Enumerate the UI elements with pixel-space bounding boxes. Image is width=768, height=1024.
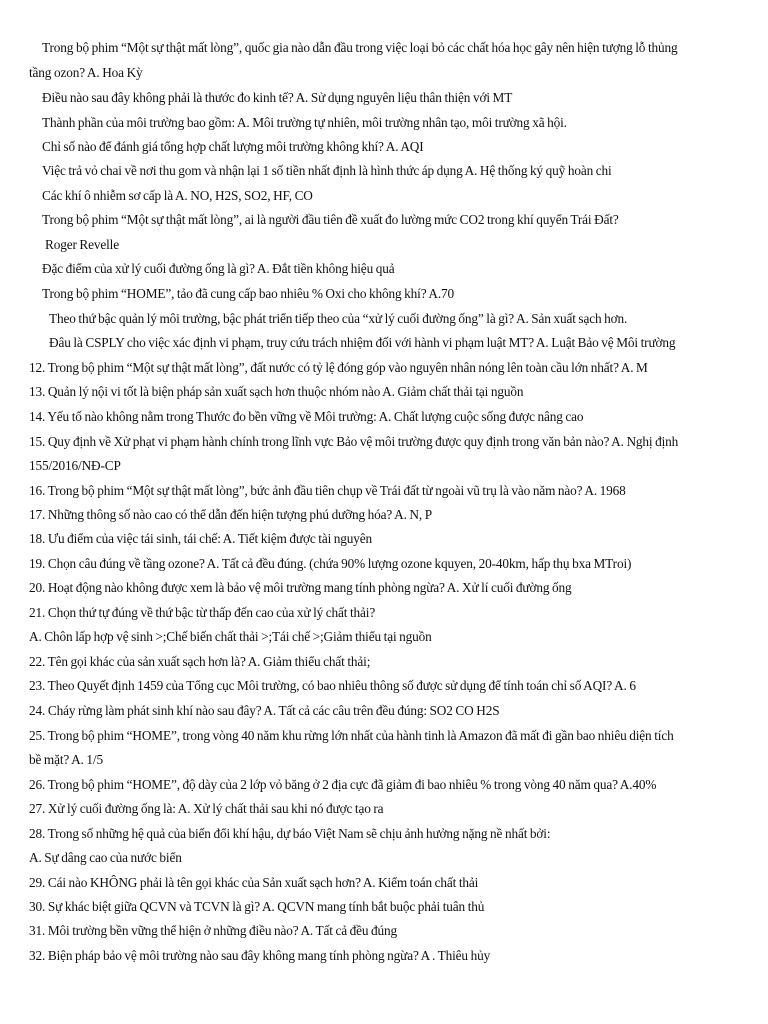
text-line: Đâu là CSPLY cho việc xác định vi phạm, truy cứu trách nhiệm đối với hành vi phạm luật MT? A. Luật Bảo vệ Môi trường	[49, 335, 676, 350]
text-line: 17. Những thông số nào cao có thể dẫn đến hiện tượng phú dưỡng hóa? A. N, P	[29, 507, 432, 522]
text-line: tầng ozon? A. Hoa Kỳ	[29, 65, 143, 80]
text-line: Thành phần của môi trường bao gồm: A. Môi trường tự nhiên, môi trường nhân tạo, môi trường xã hội.	[42, 115, 567, 130]
text-line: Điều nào sau đây không phải là thước đo kinh tế? A. Sử dụng nguyên liệu thân thiện với MT	[42, 90, 513, 105]
text-line: Việc trả vỏ chai về nơi thu gom và nhận lại 1 số tiền nhất định là hình thức áp dụng A. Hệ thống ký quỹ hoàn chi	[42, 163, 612, 178]
text-line: 31. Môi trường bền vững thể hiện ở những điều nào? A. Tất cả đều đúng	[29, 923, 398, 938]
text-line: 32. Biện pháp bảo vệ môi trường nào sau đây không mang tính phòng ngừa? A . Thiêu hủy	[29, 948, 491, 963]
text-line: Trong bộ phim “HOME”, tảo đã cung cấp bao nhiêu % Oxi cho không khí? A.70	[42, 286, 455, 301]
text-line: 13. Quản lý nội vi tốt là biện pháp sản xuất sạch hơn thuộc nhóm nào A. Giảm chất thải tại nguồn	[29, 384, 524, 399]
text-line: 24. Cháy rừng làm phát sinh khí nào sau đây? A. Tất cả các câu trên đều đúng: SO2 CO H2S	[29, 703, 500, 718]
text-line: A. Sự dâng cao của nước biển	[29, 850, 182, 865]
text-line: 22. Tên gọi khác của sản xuất sạch hơn là? A. Giảm thiểu chất thải;	[29, 654, 371, 669]
text-line: 23. Theo Quyết định 1459 của Tổng cục Môi trường, có bao nhiêu thông số được sử dụng để tính toán chỉ số AQI? A. 6	[29, 678, 636, 693]
text-line: 29. Cái nào KHÔNG phải là tên gọi khác của Sản xuất sạch hơn? A. Kiểm toán chất thải	[29, 875, 479, 890]
text-line: 30. Sự khác biệt giữa QCVN và TCVN là gì? A. QCVN mang tính bắt buộc phải tuân thủ	[29, 899, 485, 914]
text-line: 14. Yếu tố nào không nằm trong Thước đo bền vững về Môi trường: A. Chất lượng cuộc sống được nâng cao	[29, 409, 584, 424]
text-line: 16. Trong bộ phim “Một sự thật mất lòng”, bức ảnh đầu tiên chụp về Trái đất từ ngoài vũ trụ là vào năm nào? A. 1968	[29, 483, 626, 498]
text-line: Trong bộ phim “Một sự thật mất lòng”, quốc gia nào dẫn đầu trong việc loại bỏ các chất hóa học gây nên hiện tượng lỗ thủng	[42, 40, 678, 55]
text-line: 18. Ưu điểm của việc tái sinh, tái chế: A. Tiết kiệm được tài nguyên	[29, 531, 373, 546]
text-line: 21. Chọn thứ tự đúng về thứ bậc từ thấp đến cao của xử lý chất thải?	[29, 605, 376, 620]
text-line: Trong bộ phim “Một sự thật mất lòng”, ai là người đầu tiên đề xuất đo lường mức CO2 trong khí quyển Trái Đất?	[42, 212, 619, 227]
text-line: Các khí ô nhiễm sơ cấp là A. NO, H2S, SO2, HF, CO	[42, 188, 313, 203]
text-line: 25. Trong bộ phim “HOME”, trong vòng 40 năm khu rừng lớn nhất của hành tinh là Amazon đã mất đi gần bao nhiêu diện tích	[29, 728, 674, 743]
text-line: 20. Hoạt động nào không được xem là bảo vệ môi trường mang tính phòng ngừa? A. Xử lí cuối đường ống	[29, 580, 572, 595]
text-line: 19. Chọn câu đúng về tầng ozone? A. Tất cả đều đúng. (chứa 90% lượng ozone kquyen, 20-40km, hấp thụ bxa MTroi)	[29, 556, 632, 571]
text-line: A. Chôn lấp hợp vệ sinh >;Chế biến chất thải >;Tái chế >;Giảm thiểu tại nguồn	[29, 629, 432, 644]
text-line: 12. Trong bộ phim “Một sự thật mất lòng”, đất nước có tỷ lệ đóng góp vào nguyên nhân nóng lên toàn cầu lớn nhất? A. M	[29, 360, 648, 375]
text-line: Chỉ số nào để đánh giá tổng hợp chất lượng môi trường không khí? A. AQI	[42, 139, 424, 154]
text-line: 27. Xử lý cuối đường ống là: A. Xử lý chất thải sau khi nó được tạo ra	[29, 801, 384, 816]
text-line: Đặc điểm của xử lý cuối đường ống là gì? A. Đắt tiền không hiệu quả	[42, 261, 395, 276]
text-line: 15. Quy định về Xử phạt vi phạm hành chính trong lĩnh vực Bảo vệ môi trường được quy định trong văn bản nào? A. Nghị định	[29, 434, 679, 449]
text-line: 155/2016/NĐ-CP	[29, 458, 121, 473]
text-line: Roger Revelle	[45, 237, 119, 252]
text-line: Theo thứ bậc quản lý môi trường, bậc phát triển tiếp theo của “xử lý cuối đường ống” là gì? A. Sản xuất sạch hơn.	[49, 311, 628, 326]
text-line: 28. Trong số những hệ quả của biến đổi khí hậu, dự báo Việt Nam sẽ chịu ảnh hưởng nặng nề nhất bởi:	[29, 826, 551, 841]
text-line: 26. Trong bộ phim “HOME”, độ dày của 2 lớp vỏ băng ở 2 địa cực đã giảm đi bao nhiêu % trong vòng 40 năm qua? A.40%	[29, 777, 657, 792]
text-line: bề mặt? A. 1/5	[29, 752, 103, 767]
